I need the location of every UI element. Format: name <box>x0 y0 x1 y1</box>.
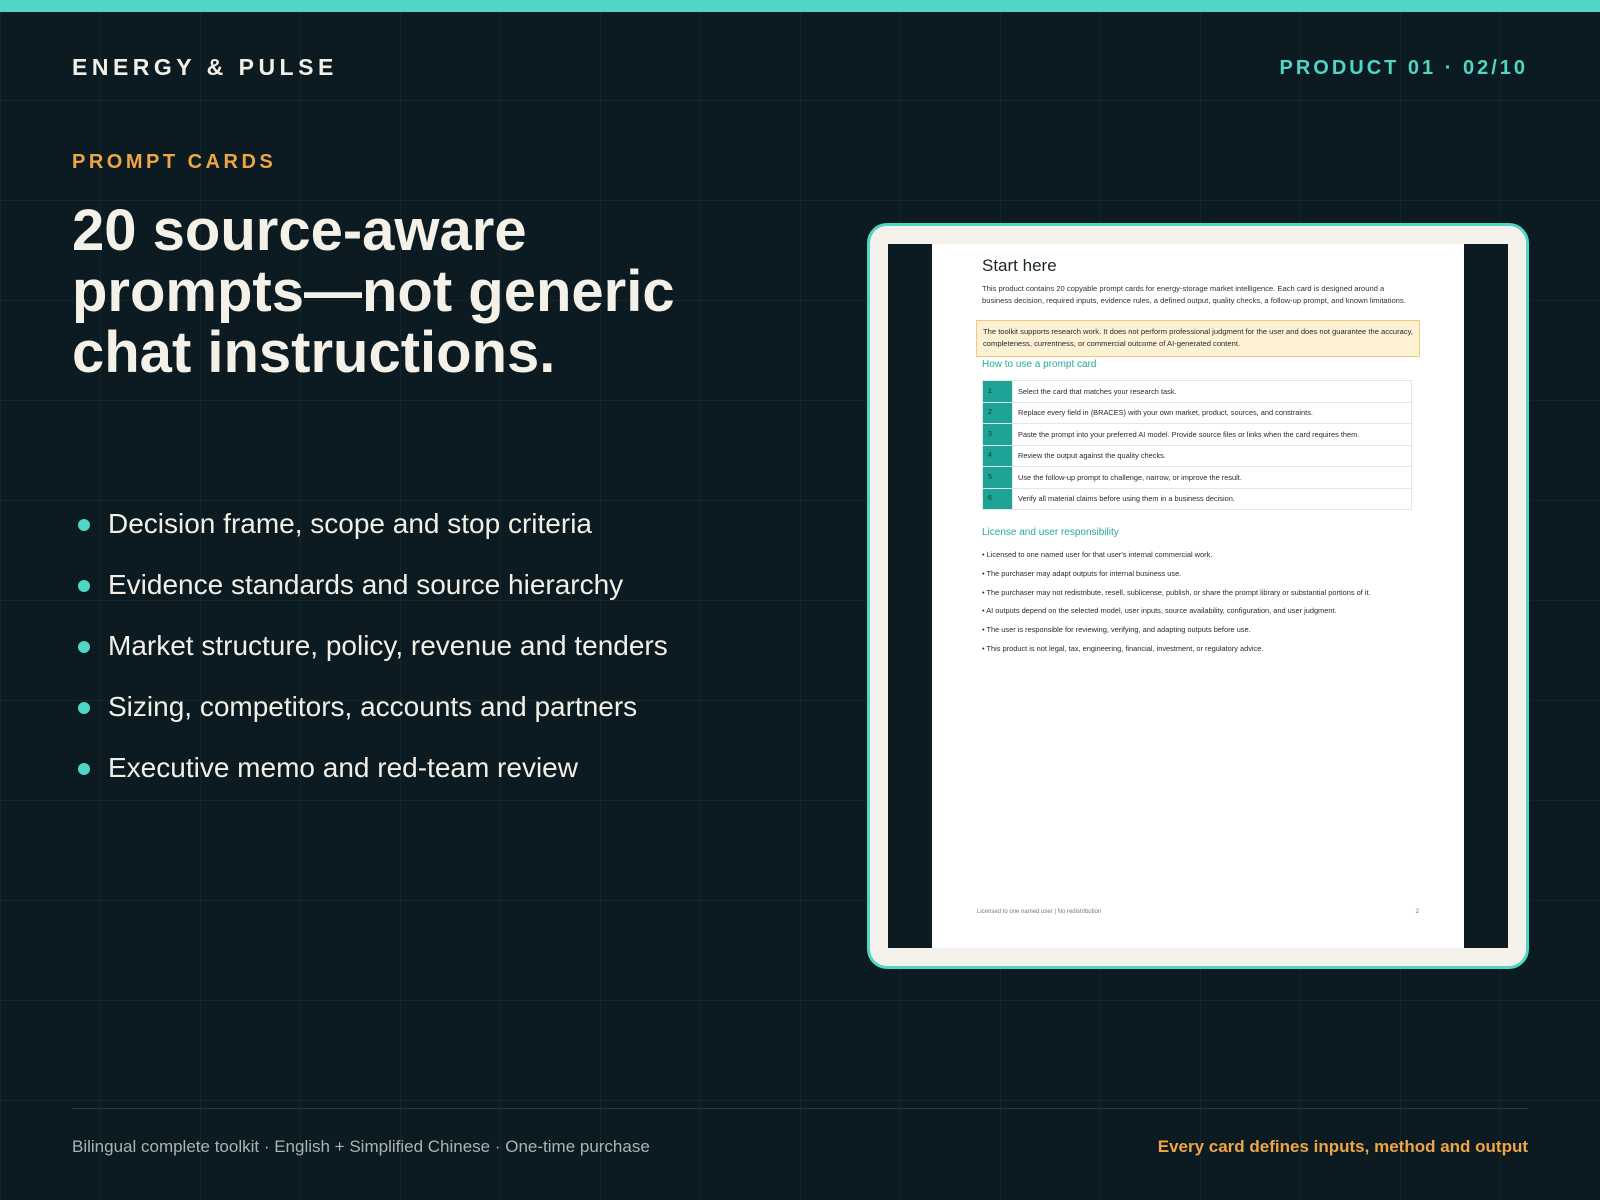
feature-item <box>72 688 692 725</box>
step-text: Select the card that matches your research task. <box>1013 381 1412 403</box>
feature-item <box>72 627 692 664</box>
feature-text: Decision frame, scope and stop criteria <box>108 508 592 539</box>
table-row <box>983 488 1412 510</box>
step-text: Replace every field in {BRACES} with your own market, product, sources, and constraints. <box>1013 402 1412 424</box>
feature-list <box>72 505 692 810</box>
step-number: 6 <box>983 488 1013 510</box>
license-heading: License and user responsibility <box>982 527 1119 538</box>
document-preview-frame <box>867 223 1529 969</box>
table-row <box>983 445 1412 467</box>
footer-divider <box>72 1108 1528 1109</box>
feature-item <box>72 749 692 786</box>
disclaimer-callout: The toolkit supports research work. It does not perform professional judgment for the user and does not guarantee the accuracy, completeness, currentness, or commercial outcome of AI-generated content. <box>976 320 1420 357</box>
document-page <box>932 244 1464 948</box>
bullet-dot-icon <box>78 702 90 714</box>
document-preview-backdrop <box>888 244 1508 948</box>
list-item: • Licensed to one named user for that user's internal commercial work. <box>982 550 1213 559</box>
step-text: Verify all material claims before using them in a business decision. <box>1013 488 1412 510</box>
step-number: 2 <box>983 402 1013 424</box>
footer-highlight: Every card defines inputs, method and output <box>1157 1137 1528 1156</box>
bullet-dot-icon <box>78 519 90 531</box>
list-item: • This product is not legal, tax, engineering, financial, investment, or regulatory advice. <box>982 643 1264 653</box>
feature-text: Evidence standards and source hierarchy <box>108 569 624 600</box>
document-title: Start here <box>982 256 1057 275</box>
footer-tagline: Bilingual complete toolkit · English + Simplified Chinese · One-time purchase <box>72 1137 650 1156</box>
slide-counter: PRODUCT 01 · 02/10 <box>1279 57 1528 79</box>
document-footer-license: Licensed to one named user | No redistribution <box>977 909 1102 915</box>
feature-text: Market structure, policy, revenue and tenders <box>108 630 668 661</box>
list-item: • The user is responsible for reviewing, verifying, and adapting outputs before use. <box>982 625 1251 635</box>
top-accent-bar <box>0 0 1600 12</box>
step-number: 4 <box>983 445 1013 467</box>
license-list <box>982 550 1422 663</box>
table-row <box>983 467 1412 489</box>
feature-item <box>72 566 692 603</box>
step-text: Use the follow-up prompt to challenge, narrow, or improve the result. <box>1013 467 1412 489</box>
feature-text: Executive memo and red-team review <box>108 752 578 783</box>
document-page-number: 2 <box>1415 909 1419 915</box>
document-intro: This product contains 20 copyable prompt cards for energy-storage market intelligence. Each card is designed around a business decision, required inputs, evidence rules, a defined output, quality checks, a follow-up prompt, and known limitations. <box>982 284 1406 306</box>
step-number: 5 <box>983 467 1013 489</box>
bullet-dot-icon <box>78 641 90 653</box>
bullet-dot-icon <box>78 763 90 775</box>
brand-name: ENERGY & PULSE <box>72 54 338 80</box>
how-to-heading: How to use a prompt card <box>982 359 1097 370</box>
table-row <box>983 424 1412 446</box>
step-number: 3 <box>983 424 1013 446</box>
section-kicker: PROMPT CARDS <box>72 151 277 173</box>
feature-item <box>72 505 692 542</box>
list-item: • The purchaser may not redistribute, resell, sublicense, publish, or share the prompt library or substantial portions of it. <box>982 587 1371 597</box>
step-number: 1 <box>983 381 1013 403</box>
list-item: • The purchaser may adapt outputs for internal business use. <box>982 568 1182 578</box>
steps-table <box>982 380 1412 510</box>
headline: 20 source-aware prompts—not generic chat instructions. <box>72 198 675 385</box>
step-text: Paste the prompt into your preferred AI model. Provide source files or links when the card requires them. <box>1013 424 1412 446</box>
bullet-dot-icon <box>78 580 90 592</box>
table-row <box>983 381 1412 403</box>
feature-text: Sizing, competitors, accounts and partners <box>108 691 638 722</box>
step-text: Review the output against the quality checks. <box>1013 445 1412 467</box>
list-item: • AI outputs depend on the selected model, user inputs, source availability, configuration, and user judgment. <box>982 606 1337 616</box>
table-row <box>983 402 1412 424</box>
